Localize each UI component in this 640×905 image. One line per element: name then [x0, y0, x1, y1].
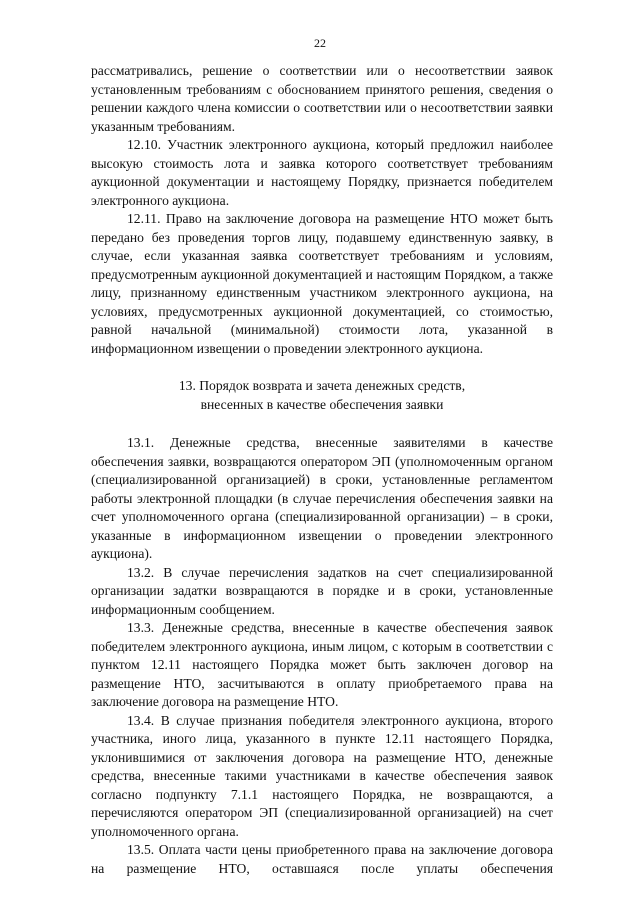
section-heading-13: [91, 358, 553, 434]
paragraph-13-3: 13.3. Денежные средства, внесенные в качестве обеспечения заявок победителем электронного аукциона, иным лицом, с которым в соответствии с пунктом 12.11 настоящего Порядка может быть заключен договор на размещение НТО, засчитываются в оплату приобретаемого права на заключение договора на размещение НТО.: [91, 620, 553, 709]
paragraph-continuation: рассматривались, решение о соответствии или о несоответствии заявок установленным требованиям с обоснованием принятого решения, сведения о решении каждого члена комиссии о соответствии или о несоответствии заявки указанным требованиям.: [91, 63, 553, 134]
paragraph-13-2: 13.2. В случае перечисления задатков на счет специализированной организации задатки возвращаются в порядке и в сроки, установленные информационным сообщением.: [91, 564, 553, 617]
section-heading-line-1: 13. Порядок возврата и зачета денежных средств,: [178, 378, 466, 393]
paragraph-13-5: 13.5. Оплата части цены приобретенного права на заключение договора на размещение НТО, оставшаяся после уплаты обеспечения: [91, 842, 553, 876]
section-heading-line-2: внесенных в качестве обеспечения заявки: [200, 396, 444, 412]
paragraph-13-4: 13.4. В случае признания победителя электронного аукциона, второго участника, иного лица, указанного в пункте 12.11 настоящего Порядка, уклонившимися от заключения договора на размещение НТО, денежные средства, внесенные такими участниками в качестве обеспечения заявок согласно подпункту 7.1.1 настоящего Порядка, не возвращаются, а перечисляются оператором ЭП (специализированной организацией) на счет уполномоченного органа.: [91, 712, 553, 839]
page-content: [91, 62, 553, 878]
page-number: 22: [314, 36, 326, 50]
paragraph-12-11: 12.11. Право на заключение договора на размещение НТО может быть передано без проведения торгов лицу, подавшему единственную заявку, в случае, если указанная заявка соответствует требованиям и условиям, предусмотренным аукционной документацией и настоящим Порядком, а также лицу, признанному единственным участником электронного аукциона, на условиях, предусмотренных аукционной документацией, со стоимостью, равной начальной (минимальной) стоимости лота, указанной в информационном извещении о проведении электронного аукциона.: [91, 211, 553, 356]
paragraph-12-10: 12.10. Участник электронного аукциона, который предложил наиболее высокую стоимость лота и заявка которого соответствует требованиям аукционной документации и настоящему Порядку, признается победителем электронного аукциона.: [91, 137, 553, 208]
paragraph-13-1: 13.1. Денежные средства, внесенные заявителями в качестве обеспечения заявки, возвращаются оператором ЭП (уполномоченным органом (специализированной организацией) в сроки, установленные регламентом работы электронной площадки (в случае перечисления обеспечения заявки на счет уполномоченного органа (специализированной организации) – в сроки, указанные в информационном извещении о проведении электронного аукциона).: [91, 435, 553, 561]
